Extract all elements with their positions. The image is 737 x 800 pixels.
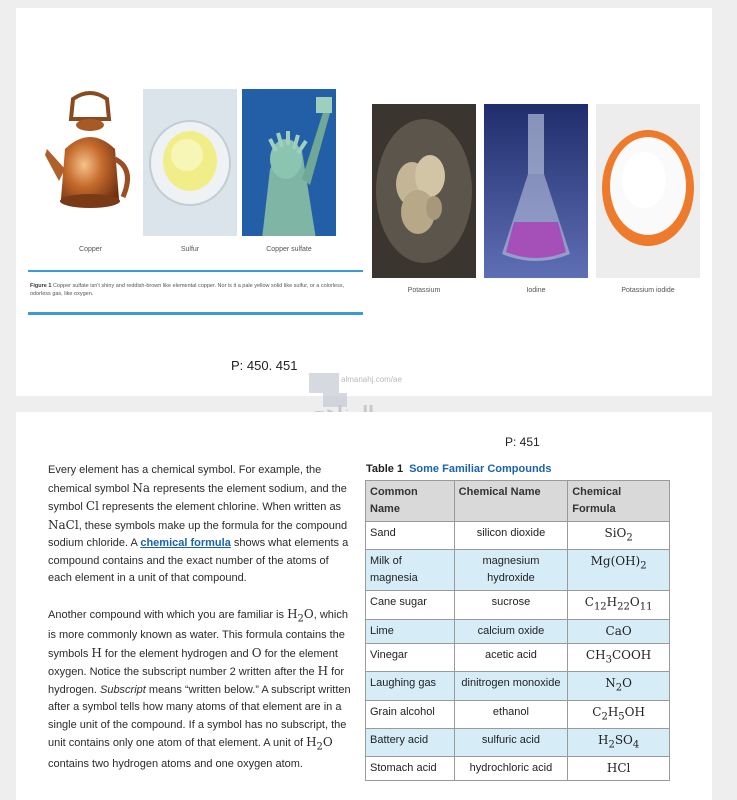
cell-chemical-formula: $CH_3COOH$ [568, 643, 670, 671]
cell-chemical-name: sucrose [454, 591, 568, 619]
cell-chemical-name: dinitrogen monoxide [454, 672, 568, 700]
formula-nacl: NaCl [48, 517, 79, 532]
cell-chemical-formula: $H_2SO_4$ [568, 728, 670, 756]
cell-common-name: Laughing gas [366, 672, 455, 700]
table-row [366, 757, 670, 781]
text-run: Every element has a chemical symbol. For example, the chemical symbol [48, 464, 322, 495]
paragraph-water [48, 606, 353, 774]
table-row [366, 643, 670, 671]
compounds-table [365, 480, 670, 781]
table-header-row [366, 481, 670, 522]
sulfur-photo [143, 89, 237, 236]
cell-chemical-formula: $N_2O$ [568, 672, 670, 700]
paragraph-chemical-symbol [48, 462, 353, 588]
cell-chemical-formula: CaO [568, 619, 670, 643]
symbol-o: O [251, 645, 262, 660]
symbol-cl: Cl [85, 499, 99, 513]
text-run: contains two hydrogen atoms and one oxygen atom. [48, 758, 303, 771]
cell-common-name: Stomach acid [366, 757, 455, 781]
table-row [366, 619, 670, 643]
cell-chemical-name: magnesium hydroxide [454, 550, 568, 591]
iodine-photo [484, 104, 588, 278]
cell-common-name: Cane sugar [366, 591, 455, 619]
caption-copper-sulfate: Copper sulfate [266, 246, 312, 253]
copper-sulfate-statue-photo [242, 89, 336, 236]
cell-chemical-name: sulfuric acid [454, 728, 568, 756]
cell-common-name: Grain alcohol [366, 700, 455, 728]
cell-chemical-formula: SiO$_2$ [568, 522, 670, 550]
formula-h2o: $H_2O$ [306, 735, 333, 753]
potassium-iodide-photo [596, 104, 700, 278]
formula-h2o: $H_2O$ [287, 606, 314, 624]
text-run: for hydrogen. [48, 666, 345, 696]
table-caption: Some Familiar Compounds [409, 463, 552, 475]
cell-common-name: Battery acid [366, 728, 455, 756]
text-run: for the element hydrogen and [101, 647, 252, 660]
table-row [366, 522, 670, 550]
potassium-photo [372, 104, 476, 278]
cell-common-name: Milk of magnesia [366, 550, 455, 591]
cell-chemical-name: acetic acid [454, 643, 568, 671]
text-run: shows what elements a compound contains and the exact number of the atoms of each element in a unit of that compound. [48, 537, 349, 584]
cell-chemical-name: silicon dioxide [454, 522, 568, 550]
table-title [366, 463, 552, 475]
figure-caption-text: Copper sulfate isn't shiny and reddish-brown like elemental copper. Nor is it a pale yellow solid like sulfur, or a colorless, odorless gas, like oxygen. [30, 283, 345, 297]
table-row [366, 591, 670, 619]
term-subscript: Subscript [99, 683, 146, 696]
cell-common-name: Vinegar [366, 643, 455, 671]
page-reference-text: P: 451 [505, 435, 540, 449]
caption-copper: Copper [79, 246, 102, 253]
cell-chemical-formula: $C_{12}H_{22}O_{11}$ [568, 591, 670, 619]
header-common-name: Common Name [366, 481, 455, 522]
text-run: Another compound with which you are familiar is [48, 608, 288, 621]
table-row [366, 672, 670, 700]
cell-common-name: Sand [366, 522, 455, 550]
table-row [366, 550, 670, 591]
cell-chemical-formula: $C_2H_5OH$ [568, 700, 670, 728]
symbol-h: H [91, 645, 102, 660]
caption-iodine: Iodine [526, 287, 546, 294]
watermark-logo-block-1 [309, 373, 339, 393]
copper-kettle-photo [43, 89, 138, 236]
text-run: represents the element sodium, and the symbol [48, 482, 347, 513]
caption-potassium-iodide: Potassium iodide [621, 287, 675, 294]
cell-chemical-name: ethanol [454, 700, 568, 728]
cell-chemical-name: calcium oxide [454, 619, 568, 643]
figure-caption [28, 270, 363, 315]
cell-chemical-name: hydrochloric acid [454, 757, 568, 781]
text-run: represents the element chlorine. When written as [98, 501, 342, 513]
text-run: , which is more commonly known as water. This formula contains the symbols [48, 608, 348, 660]
cell-common-name: Lime [366, 619, 455, 643]
table-label: Table 1 [366, 463, 404, 475]
header-chemical-name: Chemical Name [454, 481, 568, 522]
text-run: , these symbols make up the formula for the compound sodium chloride. A [48, 519, 348, 549]
table-row [366, 728, 670, 756]
table-row [366, 700, 670, 728]
body-text [48, 462, 353, 792]
header-chemical-formula: Chemical Formula [568, 481, 670, 522]
cell-chemical-formula: HCl [568, 757, 670, 781]
cell-chemical-formula: $Mg(OH)_2$ [568, 550, 670, 591]
text-run: means “written below.” A subscript written after a symbol tells how many atoms of that element are in a single unit of the compound. If a symbol has no subscript, the unit contains only one atom of that element. A unit of [48, 683, 351, 750]
caption-potassium: Potassium [407, 287, 441, 294]
symbol-h: H [317, 664, 329, 679]
watermark-url: almanahj.com/ae [341, 375, 402, 384]
figure-caption-label: Figure 1 [30, 283, 52, 289]
page-reference-figure: P: 450. 451 [231, 358, 298, 373]
symbol-na: Na [132, 480, 151, 495]
text-run: for the element oxygen. Notice the subscript number 2 written after the [48, 647, 338, 679]
chemical-formula-link[interactable]: chemical formula [140, 537, 231, 549]
caption-sulfur: Sulfur [180, 246, 200, 253]
